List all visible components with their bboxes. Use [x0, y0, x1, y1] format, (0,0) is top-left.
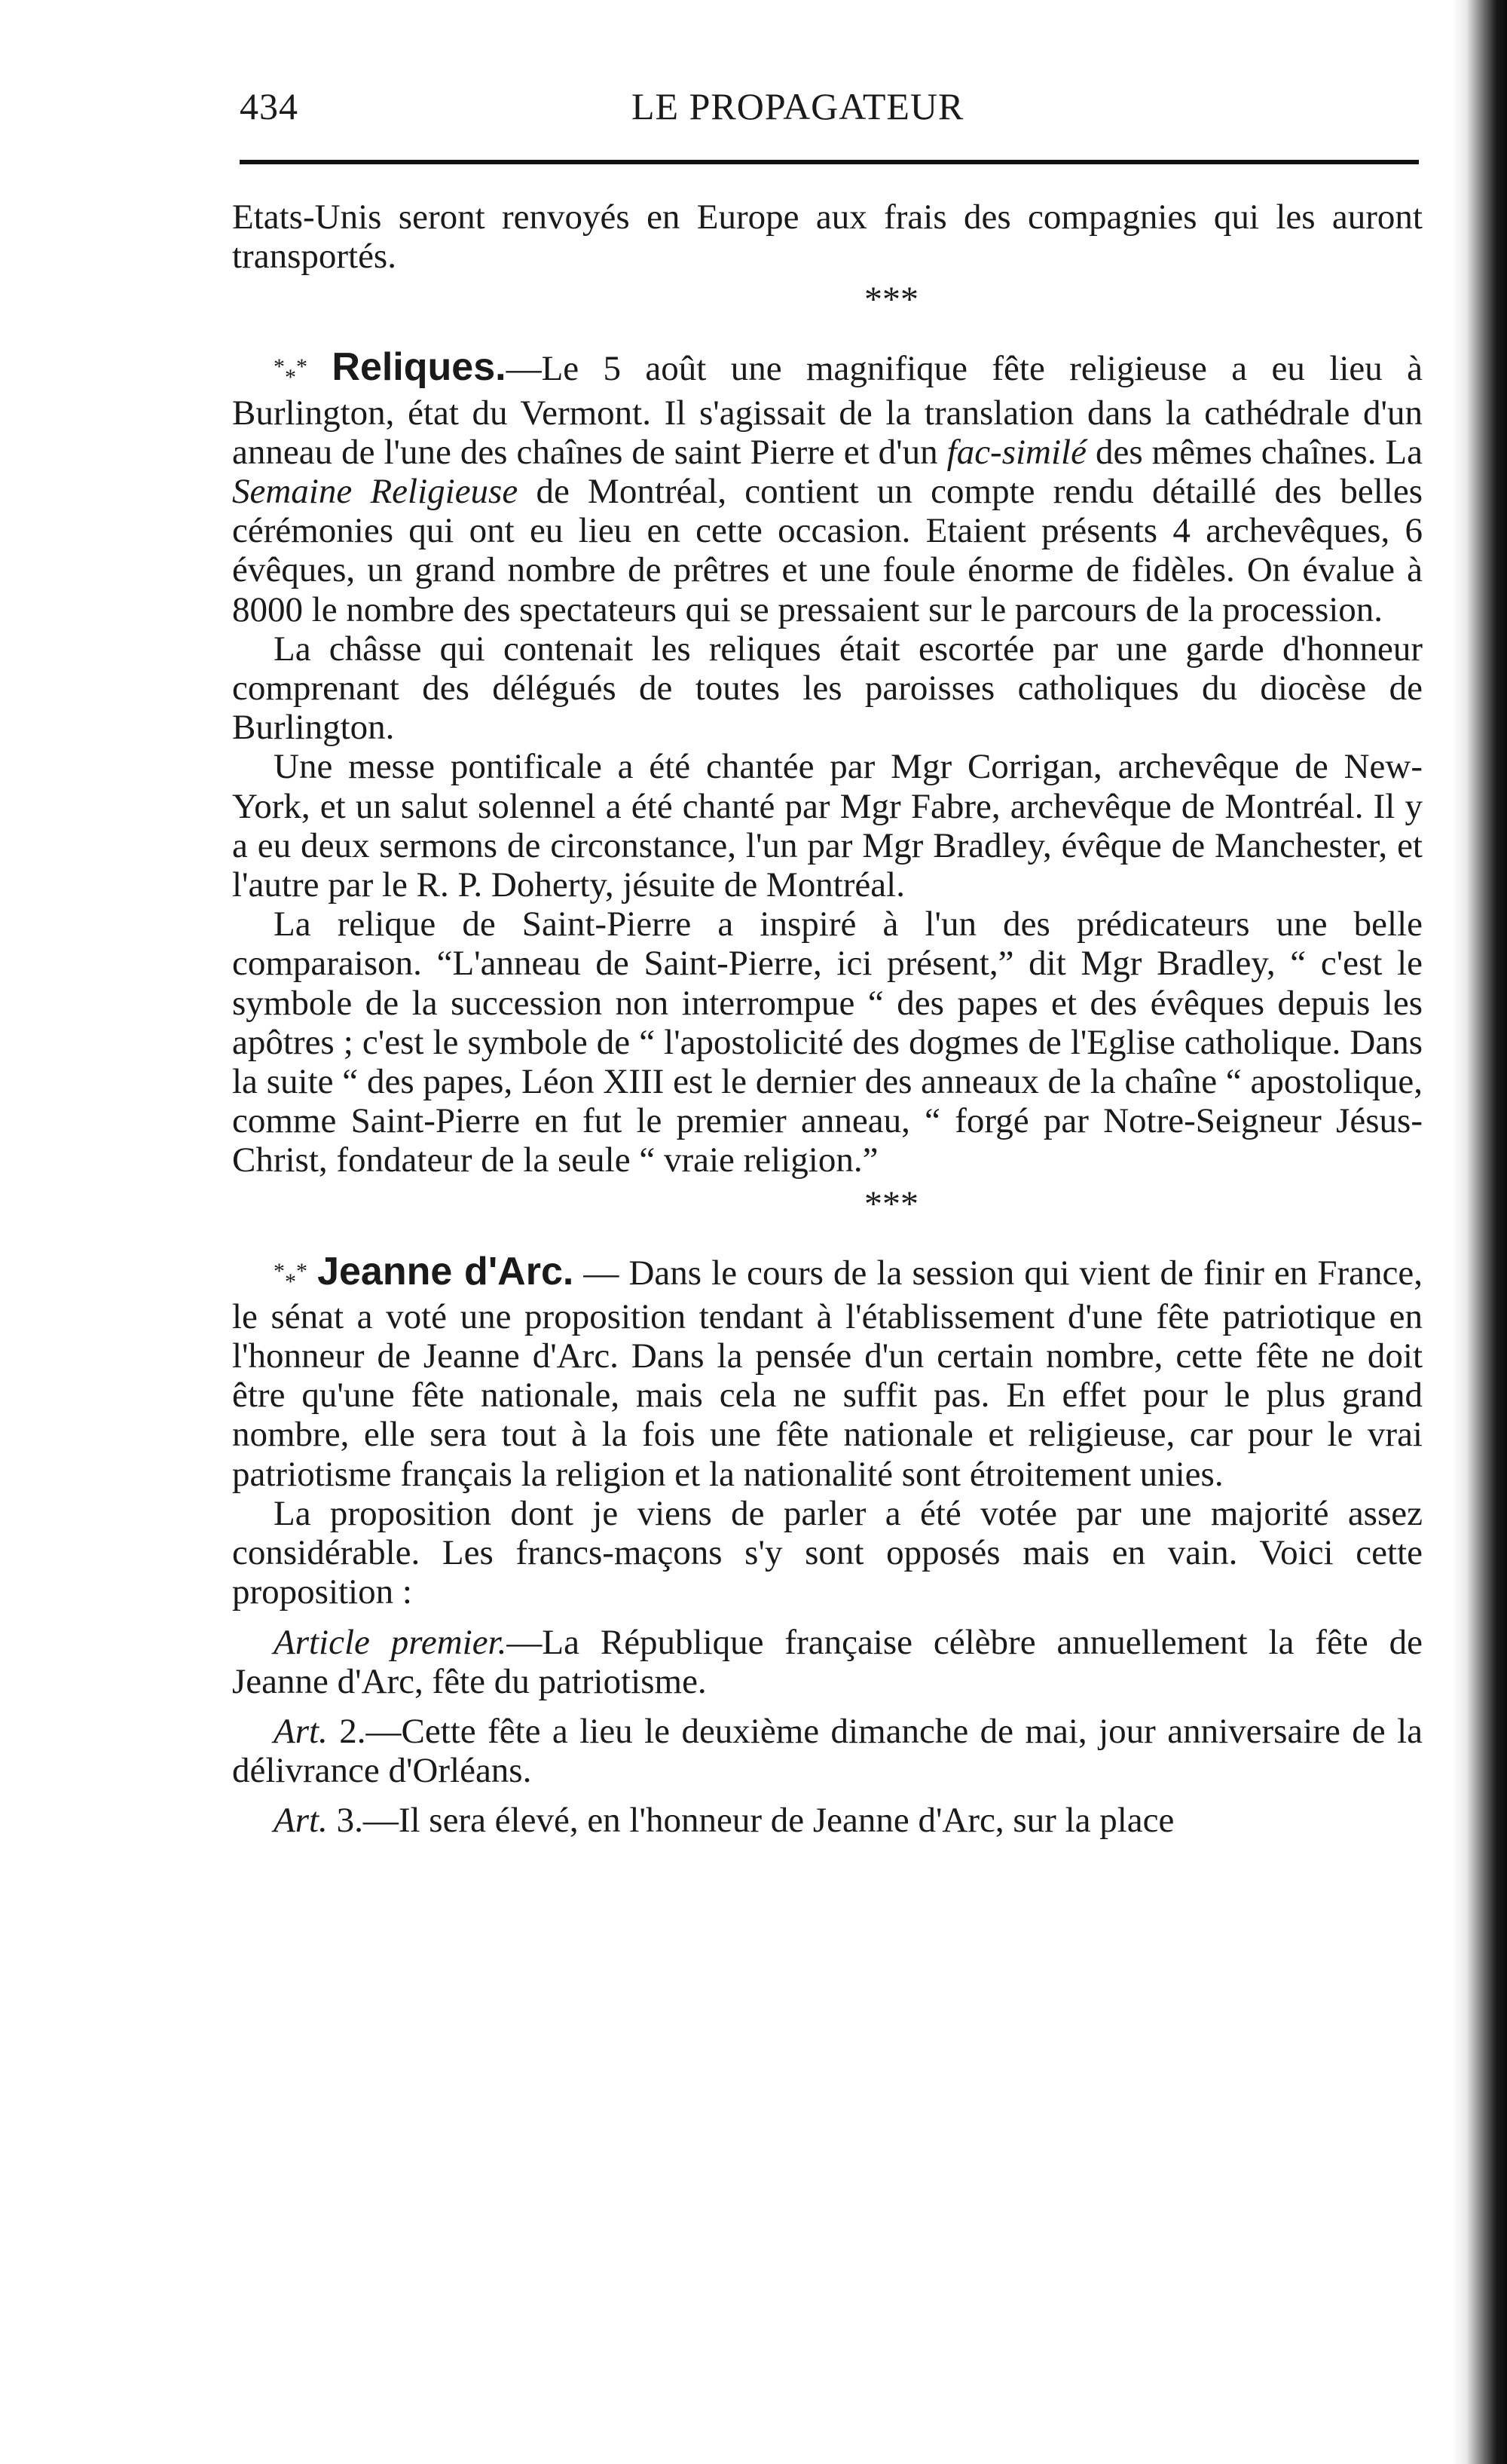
- asterism-icon: ***: [274, 1258, 307, 1294]
- separator-text-2: ***: [864, 1183, 919, 1224]
- reliques-paragraph-4: La relique de Saint-Pierre a inspiré à l'un des prédicateurs une belle comparaison. “L'anneau de Saint-Pierre, ici présent,” dit Mgr Bradley, “ c'est le symbole de la succession non interrompue “ des papes et des évêques depuis les apôtres ; c'est le symbole de “ l'apostolicité des dogmes de l'Eglise catholique. Dans la suite “ des papes, Léon XIII est le dernier des anneaux de la chaîne “ apostolique, comme Saint-Pierre en fut le premier anneau, “ forgé par Notre-Seigneur Jésus-Christ, fondateur de la seule “ vraie religion.”: [232, 904, 1423, 1180]
- asterism-icon: ***: [274, 354, 307, 390]
- reliques-paragraph-3: Une messe pontificale a été chantée par Mgr Corrigan, archevêque de New-York, et un salut solennel a été chanté par Mgr Fabre, archevêque de Montréal. Il y a eu deux sermons de circonstance, l'un par Mgr Bradley, évêque de Manchester, et l'autre par le R. P. Doherty, jésuite de Montréal.: [232, 747, 1423, 905]
- jeanne-paragraph-1: *** Jeanne d'Arc. — Dans le cours de la session qui vient de finir en France, le sénat a voté une proposition tendant à l'établissement d'une fête patriotique en l'honneur de Jeanne d'Arc. Dans la pensée d'un certain nombre, cette fête ne doit être qu'une fête nationale, mais cela ne suffit pas. En effet pour le plus grand nombre, elle sera tout à la fois une fête nationale et religieuse, car pour le vrai patriotisme français la religion et la nationalité sont étroitement unies.: [232, 1249, 1423, 1494]
- article-premier: Article premier.—La République française célèbre annuellement la fête de Jeanne d'Arc, fête du patriotisme.: [232, 1622, 1423, 1701]
- reliques-paragraph-1: *** Reliques.—Le 5 août une magnifique fête religieuse a eu lieu à Burlington, état du Vermont. Il s'agissait de la translation dans la cathédrale d'un anneau de l'une des chaînes de saint Pierre et d'un fac-similé des mêmes chaînes. La Semaine Religieuse de Montréal, contient un compte rendu détaillé des belles cérémonies qui ont eu lieu en cette occasion. Etaient présents 4 archevêques, 6 évêques, un grand nombre de prêtres et une foule énorme de fidèles. On évalue à 8000 le nombre des spectateurs qui se pressaient sur le parcours de la procession.: [232, 345, 1423, 629]
- separator-text: ***: [864, 280, 919, 320]
- fac-simile-term: fac-similé: [946, 432, 1087, 472]
- article-2: Art. 2.—Cette fête a lieu le deuxième dimanche de mai, jour anniversaire de la délivrance d'Orléans.: [232, 1711, 1423, 1791]
- page-edge-shadow: [1453, 0, 1507, 2464]
- section-separator-2: [232, 1180, 1423, 1252]
- semaine-religieuse-title: Semaine Religieuse: [232, 472, 518, 512]
- jeanne-heading: Jeanne d'Arc.: [317, 1249, 574, 1293]
- page-header: [240, 75, 1419, 136]
- intro-paragraph: Etats-Unis seront renvoyés en Europe aux frais des compagnies qui les auront transportés.: [232, 197, 1423, 277]
- article-2-label: Art.: [274, 1711, 328, 1751]
- page-number: 434: [240, 85, 298, 127]
- reliques-paragraph-2: La châsse qui contenait les reliques était escortée par une garde d'honneur comprenant des délégués de toutes les paroisses catholiques du diocèse de Burlington.: [232, 629, 1423, 748]
- page-body: [232, 197, 1423, 1841]
- running-title: LE PROPAGATEUR: [631, 85, 964, 127]
- article-premier-label: Article premier.: [274, 1622, 507, 1662]
- reliques-heading: Reliques.: [332, 345, 506, 390]
- section-separator: [232, 276, 1423, 347]
- header-rule: [240, 160, 1419, 164]
- article-3-label: Art.: [274, 1801, 328, 1841]
- article-3: Art. 3.—Il sera élevé, en l'honneur de Jeanne d'Arc, sur la place: [274, 1801, 1175, 1841]
- jeanne-paragraph-2: La proposition dont je viens de parler a été votée par une majorité assez considérable. Les francs-maçons s'y sont opposés mais en vain. Voici cette proposition :: [232, 1493, 1423, 1612]
